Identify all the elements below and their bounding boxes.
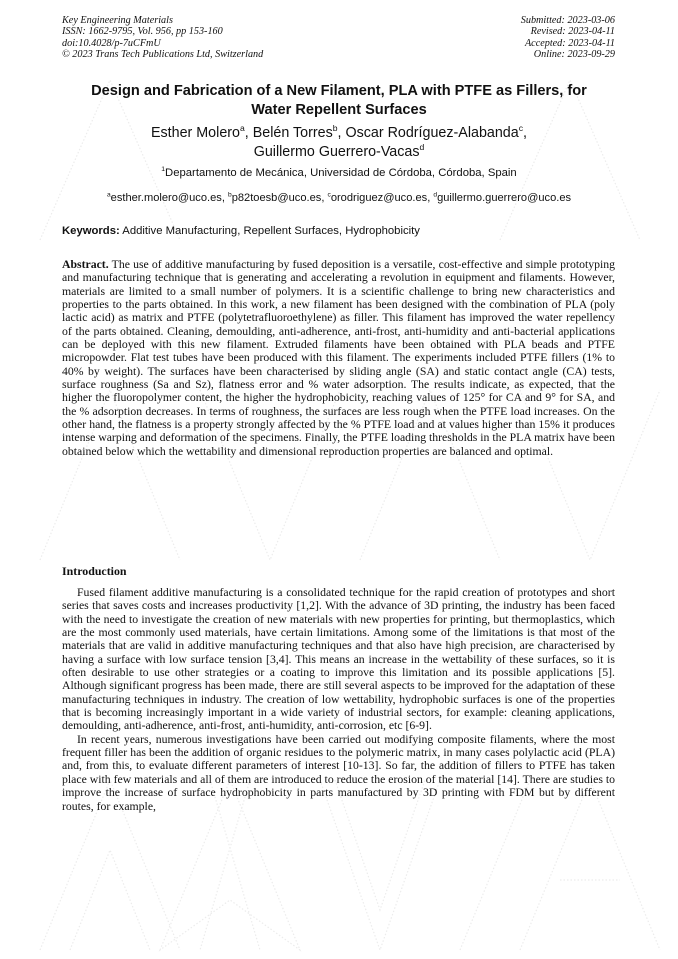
email-link[interactable]: p82toesb@uco.es [231,192,322,204]
email-superscript: c [327,191,331,199]
online-date: Online: 2023-09-29 [533,49,615,61]
author-superscript: b [332,123,338,134]
keywords-label: Keywords: [62,225,120,237]
issn-volume: ISSN: 1662-9795, Vol. 956, pp 153-160 [62,26,223,38]
abstract [62,258,615,458]
journal-name: Key Engineering Materials [62,15,173,26]
email-separator: , [221,192,228,204]
affiliation-superscript: 1 [161,166,166,174]
copyright: © 2023 Trans Tech Publications Ltd, Switzerland [62,49,264,61]
publication-dates [521,15,615,61]
paragraph: Fused filament additive manufacturing is a consolidated technique for the rapid creation of prototypes and short series that saves costs and increases productivity [1,2]. With the advance of 3D printing, the industry has been faced with the need to investigate the creation of new materials with new properties for printing, but thermoplastics, which are the most commonly used materials, have certain limitations. Among some of the limitations is that most of the materials that are valid in additive manufacturing techniques and that also have high precision, are characterised by having a surface with low surface tension [3,4]. This means an increase in the wettability of these surfaces, so it is often desirable to use other strategies or a coating to improve this limitation and its possible applications [5]. Although significant progress has been made, there are still several aspects to be improved for the adaptation of these manufacturing techniques in industry. The creation of low wettability, hydrophobic surfaces is one of the properties that is becoming increasingly important in a wide variety of industrial sectors, for example: cleaning applications, demoulding, anti-adherence, anti-frost, anti-humidity, anti-corrosion, etc [6-9]. [62,586,615,733]
keywords-text: Additive Manufacturing, Repellent Surfaces, Hydrophobicity [119,225,420,237]
author-separator: , [523,125,527,141]
author-separator: , [244,125,253,141]
affiliation [50,166,628,180]
author-separator: , [337,125,346,141]
abstract-label: Abstract. [62,258,109,271]
abstract-text: The use of additive manufacturing by fused deposition is a versatile, cost-effective and simple prototyping and manufacturing technique that is generating and accelerating a revolution in equipment and filaments. However, materials are limited to a small number of polymers. It is a scientific challenge to bring new characteristics and properties to the parts obtained. In this work, a new filament has been designed with the combination of PLA (poly lactic acid) as matrix and PTFE (polytetrafluoroethylene) as filler. This filament has improved the water repellency of the parts obtained. Cleaning, demoulding, anti-adherence, anti-frost, anti-humidity and anti-bacterial applications can be deployed with this new filament. Extruded filaments have been obtained with PLA beads and PTFE micropowder. Flat test tubes have been produced with this filament. The experiments included PTFE fillers (1% to 40% by weight). The surfaces have been characterised by sliding angle (SA) and static contact angle (CA) tests, surface roughness (Sa and Sz), flatness error and % water adsorption. The results indicate, as expected, that the higher the fluoropolymer content, the higher the hydrophobicity, reaching values of 125° for CA and 9° for SA, and the % adsorption decreases. In terms of roughness, the surfaces are less rough when the PTFE load increases. On the other hand, the flatness is a property strongly affected by the % PTFE load and at values higher than 15% it produces intense warping and deformation of the specimens. Finally, the PTFE loading thresholds in the PLA matrix have been obtained below which the wettability and dimensional reproduction properties are balanced and optimal. [62,258,616,458]
accepted-date: Accepted: 2023-04-11 [524,37,615,49]
author-superscript: c [518,123,524,134]
email-superscript: b [228,191,232,199]
title-line-1: Design and Fabrication of a New Filament, PLA with PTFE as Fillers, for [91,83,587,99]
introduction-body [62,586,615,813]
email-separator: , [321,192,328,204]
email-link[interactable]: orodriguez@uco.es [330,192,428,204]
keywords [62,224,622,238]
author-name: Esther Molero [150,125,240,141]
author-emails [50,191,628,205]
paragraph: In recent years, numerous investigations have been carried out modifying composite filaments, where the most frequent filler has been the addition of organic residues to the polymeric matrix, in many cases polylactic acid (PLA) and, from this, to evaluate different parameters of interest [10-13]. So far, the addition of fillers to PTFE has taken place with few materials and all of them are introduced to reduce the erosion of the material [14]. There are studies to improve the increase of surface hydrophobicity in parts manufactured by 3D printing with FDM but by different routes, for example, [62,732,615,813]
author-name: Oscar Rodríguez-Alabanda [345,125,519,141]
author-superscript: d [419,141,425,152]
email-link[interactable]: esther.molero@uco.es [110,192,222,204]
title-line-2: Water Repellent Surfaces [251,101,427,118]
affiliation-text: Departamento de Mecánica, Universidad de Córdoba, Córdoba, Spain [165,167,517,179]
email-superscript: a [106,191,111,199]
author-name: Belén Torres [252,125,333,141]
journal-info [62,15,263,61]
email-separator: , [427,192,434,204]
submitted-date: Submitted: 2023-03-06 [520,15,615,26]
author-list [50,124,628,161]
email-link[interactable]: guillermo.guerrero@uco.es [437,192,572,204]
author-name: Guillermo Guerrero-Vacas [253,143,420,160]
section-heading-introduction: Introduction [62,564,127,578]
email-superscript: d [433,191,438,199]
revised-date: Revised: 2023-04-11 [530,26,615,38]
paper-title [50,82,628,119]
author-superscript: a [239,123,245,134]
doi-link[interactable]: doi:10.4028/p-7uCFmU [62,37,161,49]
